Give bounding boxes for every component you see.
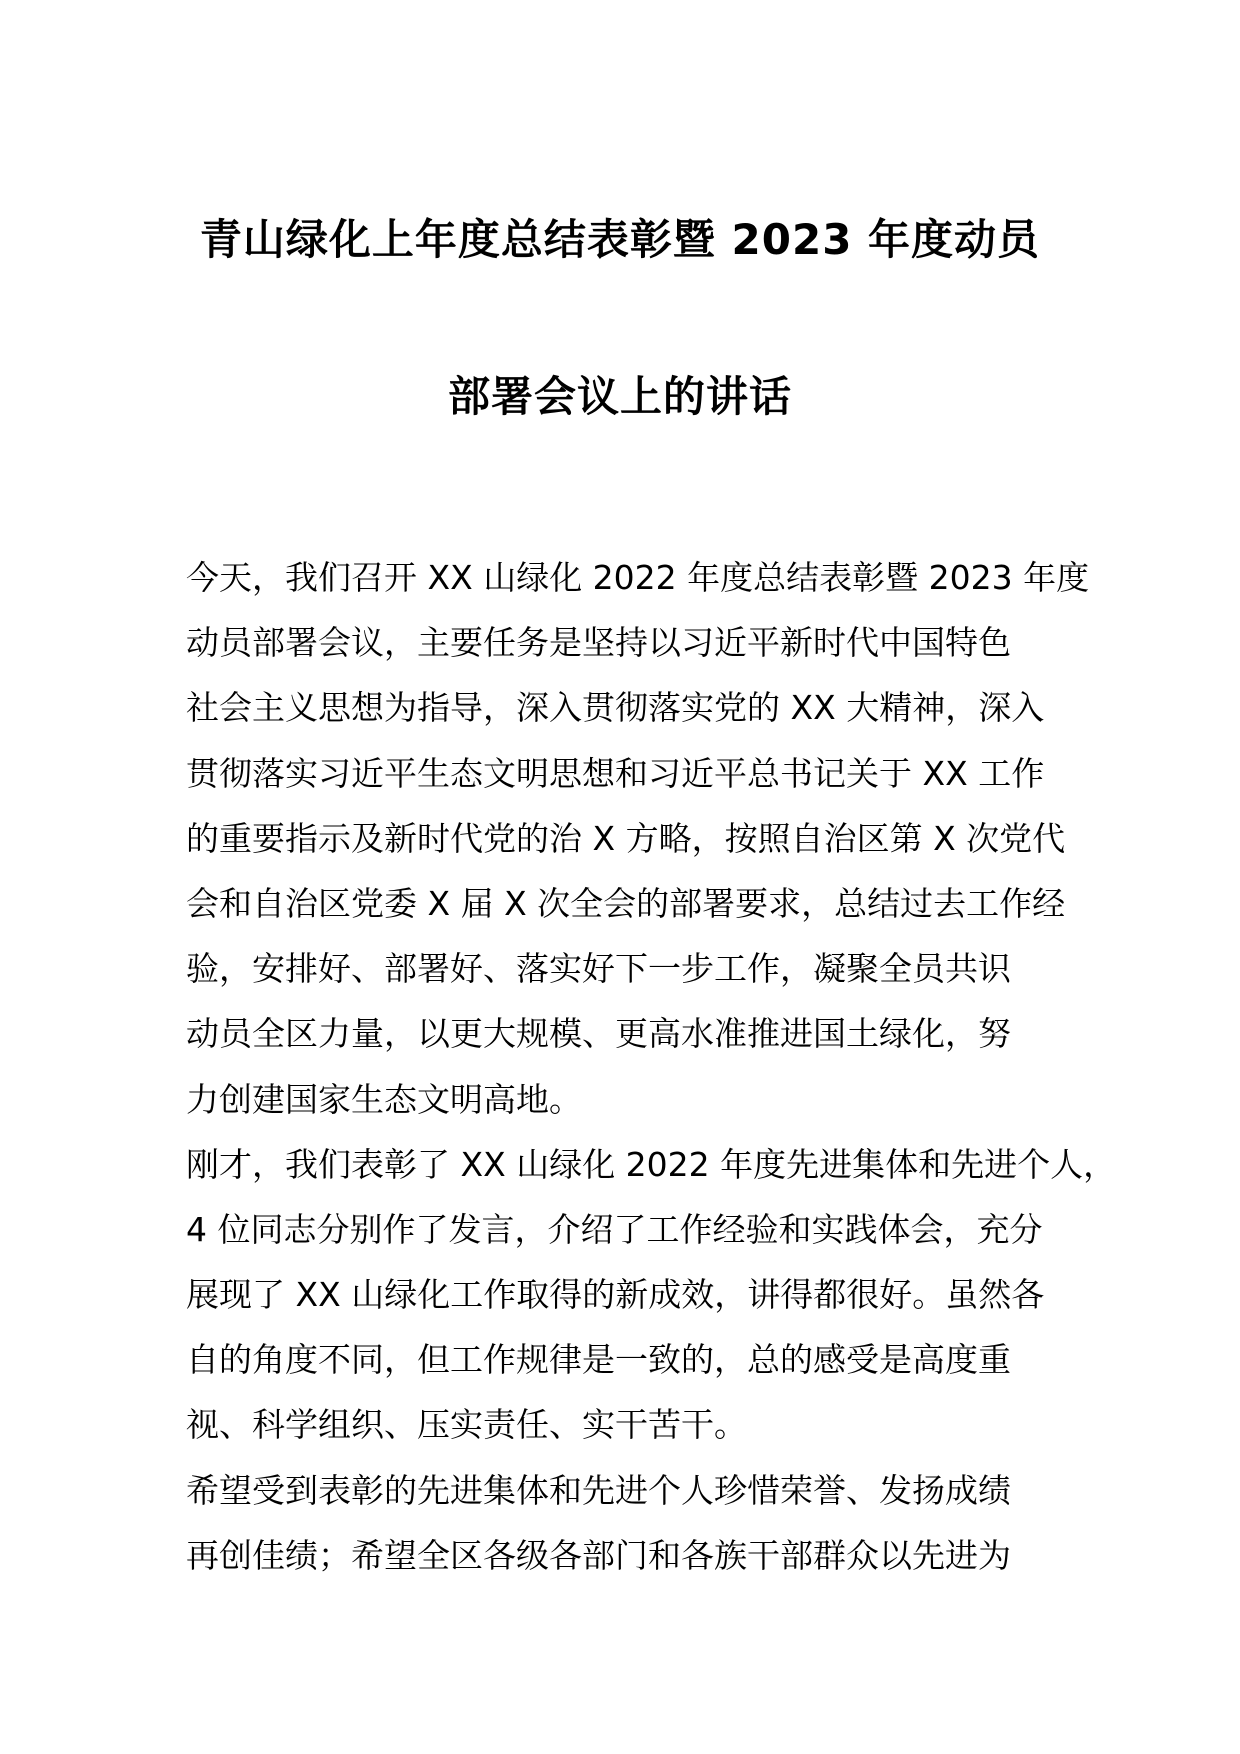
document-body	[186, 545, 1117, 1588]
body-line: 刚才，我们表彰了 XX 山绿化 2022 年度先进集体和先进个人，	[186, 1144, 1117, 1184]
body-line: 贯彻落实习近平生态文明思想和习近平总书记关于 XX 工作	[186, 753, 1045, 793]
body-line: 社会主义思想为指导，深入贯彻落实党的 XX 大精神，深入	[186, 688, 1045, 728]
body-line: 动员部署会议，主要任务是坚持以习近平新时代中国特色	[186, 623, 1011, 663]
body-line: 验，安排好、部署好、落实好下一步工作，凝聚全员共识	[186, 949, 1011, 989]
body-line: 视、科学组织、压实责任、实干苦干。	[186, 1405, 747, 1445]
body-line: 会和自治区党委 X 届 X 次全会的部署要求，总结过去工作经	[186, 883, 1066, 923]
body-line: 再创佳绩；希望全区各级各部门和各族干部群众以先进为	[186, 1535, 1011, 1575]
body-line: 自的角度不同，但工作规律是一致的，总的感受是高度重	[186, 1340, 1011, 1380]
body-line: 动员全区力量，以更大规模、更高水准推进国土绿化，努	[186, 1014, 1011, 1054]
document-title-line-1: 青山绿化上年度总结表彰暨 2023 年度动员	[199, 215, 1041, 264]
body-line: 希望受到表彰的先进集体和先进个人珍惜荣誉、发扬成绩	[186, 1470, 1011, 1510]
body-line: 的重要指示及新时代党的治 X 方略，按照自治区第 X 次党代	[186, 818, 1066, 858]
body-line: 展现了 XX 山绿化工作取得的新成效，讲得都很好。虽然各	[186, 1275, 1045, 1315]
body-line: 力创建国家生态文明高地。	[186, 1079, 582, 1119]
body-line: 4 位同志分别作了发言，介绍了工作经验和实践体会，充分	[186, 1209, 1043, 1249]
document-title-line-2: 部署会议上的讲话	[447, 372, 792, 421]
body-line: 今天，我们召开 XX 山绿化 2022 年度总结表彰暨 2023 年度	[186, 558, 1090, 597]
